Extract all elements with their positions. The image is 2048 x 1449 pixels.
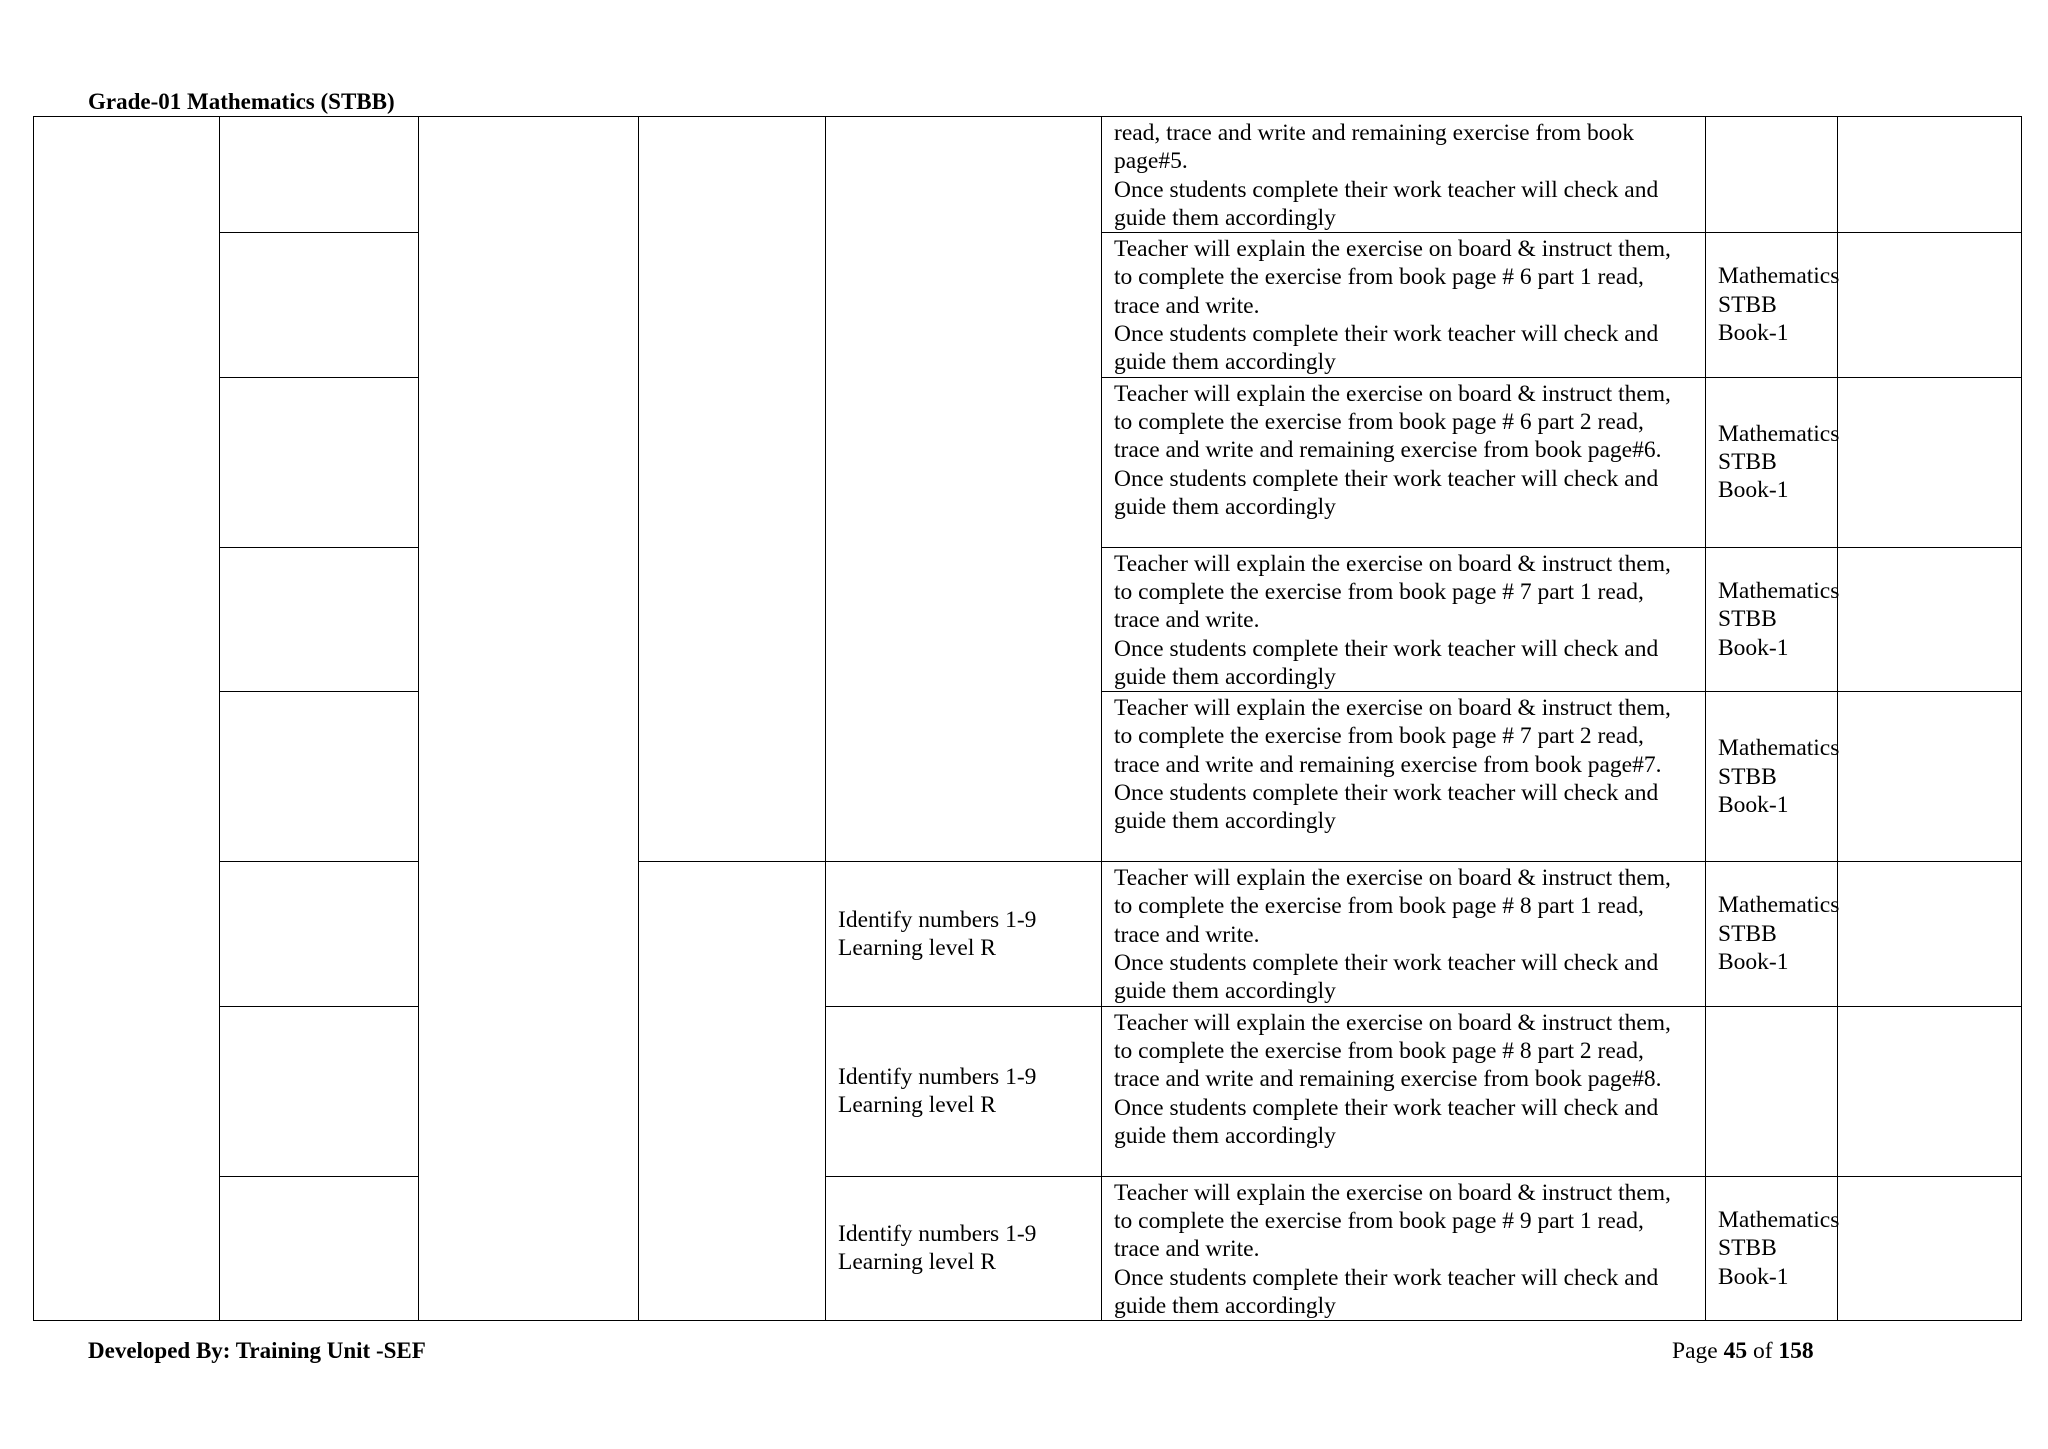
page-of: of xyxy=(1747,1338,1779,1364)
empty-cell xyxy=(1838,117,2022,233)
empty-cell xyxy=(1838,862,2022,1006)
activity-text: Once students complete their work teacher will check and guide them accordingly xyxy=(1114,465,1659,520)
empty-cell xyxy=(220,1006,419,1176)
empty-cell xyxy=(220,377,419,547)
empty-cell xyxy=(220,547,419,691)
slo-cell xyxy=(826,862,1102,1006)
empty-cell xyxy=(639,117,826,862)
activity-cell xyxy=(1102,233,1706,377)
activity-text: Once students complete their work teacher will check and guide them accordingly xyxy=(1114,321,1659,376)
empty-cell xyxy=(826,117,1102,862)
empty-cell xyxy=(1838,1006,2022,1176)
empty-cell xyxy=(419,117,639,1321)
empty-cell xyxy=(220,692,419,862)
activity-text: Once students complete their work teacher will check and guide them accordingly xyxy=(1114,1264,1659,1319)
table-row xyxy=(34,117,2022,233)
page-total: 158 xyxy=(1778,1338,1814,1364)
empty-cell xyxy=(1838,692,2022,862)
empty-cell xyxy=(220,862,419,1006)
resource-text: Mathematics STBB Book-1 xyxy=(1718,577,1840,661)
empty-cell xyxy=(34,117,220,1321)
page-current: 45 xyxy=(1723,1338,1748,1364)
slo-cell xyxy=(826,1176,1102,1320)
resource-text: Mathematics STBB Book-1 xyxy=(1718,1206,1840,1290)
activity-text: read, trace and write and remaining exercise from book page#5. xyxy=(1114,120,1635,175)
empty-cell xyxy=(639,862,826,1321)
learning-level-text: Learning level R xyxy=(838,1092,996,1119)
activity-text: Teacher will explain the exercise on board & instruct them, to complete the exercise from book page # 6 part 1 read, trace and write. xyxy=(1114,236,1671,319)
empty-cell xyxy=(1838,377,2022,547)
activity-cell xyxy=(1102,547,1706,691)
page-header-title: Grade-01 Mathematics (STBB) xyxy=(88,89,395,114)
activity-text: Once students complete their work teacher will check and guide them accordingly xyxy=(1114,1094,1659,1149)
resource-cell xyxy=(1706,547,1838,691)
activity-text: Once students complete their work teacher will check and guide them accordingly xyxy=(1114,635,1659,690)
activity-cell xyxy=(1102,1006,1706,1176)
empty-cell xyxy=(1838,547,2022,691)
slo-cell xyxy=(826,1006,1102,1176)
activity-text: Teacher will explain the exercise on board & instruct them, to complete the exercise from book page # 8 part 1 read, trace and write. xyxy=(1114,865,1671,948)
table-row xyxy=(34,1006,2022,1176)
empty-cell xyxy=(1838,1176,2022,1320)
resource-text: Mathematics STBB Book-1 xyxy=(1718,735,1840,818)
empty-cell xyxy=(1838,233,2022,377)
table-row xyxy=(34,1176,2022,1320)
activity-cell xyxy=(1102,377,1706,547)
activity-text: Once students complete their work teacher will check and guide them accordingly xyxy=(1114,780,1659,835)
activity-cell xyxy=(1102,692,1706,862)
resource-cell xyxy=(1706,377,1838,547)
page-prefix: Page xyxy=(1672,1338,1724,1364)
slo-text: Identify numbers 1-9 xyxy=(838,1063,1037,1090)
resource-text: Mathematics STBB Book-1 xyxy=(1718,420,1840,504)
learning-level-text: Learning level R xyxy=(838,1249,996,1276)
empty-cell xyxy=(220,1176,419,1320)
empty-cell xyxy=(220,117,419,233)
resource-text: Mathematics STBB Book-1 xyxy=(1718,263,1840,347)
resource-cell xyxy=(1706,1006,1838,1176)
activity-text: Teacher will explain the exercise on board & instruct them, to complete the exercise from book page # 7 part 2 read, trace and write and remaining exercise from book page#7. xyxy=(1114,695,1671,778)
page-number xyxy=(1672,1337,1814,1365)
activity-cell xyxy=(1102,862,1706,1006)
slo-text: Identify numbers 1-9 xyxy=(838,1221,1037,1248)
resource-cell xyxy=(1706,1176,1838,1320)
resource-cell xyxy=(1706,862,1838,1006)
learning-level-text: Learning level R xyxy=(838,934,996,961)
activity-text: Once students complete their work teacher will check and guide them accordingly xyxy=(1114,950,1659,1005)
resource-cell xyxy=(1706,117,1838,233)
empty-cell xyxy=(220,233,419,377)
activity-cell xyxy=(1102,117,1706,233)
table-row xyxy=(34,862,2022,1006)
activity-text: Teacher will explain the exercise on board & instruct them, to complete the exercise from book page # 9 part 1 read, trace and write. xyxy=(1114,1179,1671,1263)
activity-text: Teacher will explain the exercise on board & instruct them, to complete the exercise from book page # 8 part 2 read, trace and write and remaining exercise from book page#8. xyxy=(1114,1009,1671,1093)
slo-text: Identify numbers 1-9 xyxy=(838,906,1037,933)
resource-text: Mathematics STBB Book-1 xyxy=(1718,892,1840,976)
activity-text: Teacher will explain the exercise on board & instruct them, to complete the exercise from book page # 7 part 1 read, trace and write. xyxy=(1114,550,1671,634)
resource-cell xyxy=(1706,692,1838,862)
lesson-plan-table xyxy=(33,116,2022,1321)
resource-cell xyxy=(1706,233,1838,377)
activity-text: Teacher will explain the exercise on board & instruct them, to complete the exercise from book page # 6 part 2 read, trace and write and remaining exercise from book page#6. xyxy=(1114,380,1671,464)
activity-cell xyxy=(1102,1176,1706,1320)
activity-text: Once students complete their work teacher will check and guide them accordingly xyxy=(1114,176,1659,231)
footer-developed-by: Developed By: Training Unit -SEF xyxy=(88,1338,426,1363)
